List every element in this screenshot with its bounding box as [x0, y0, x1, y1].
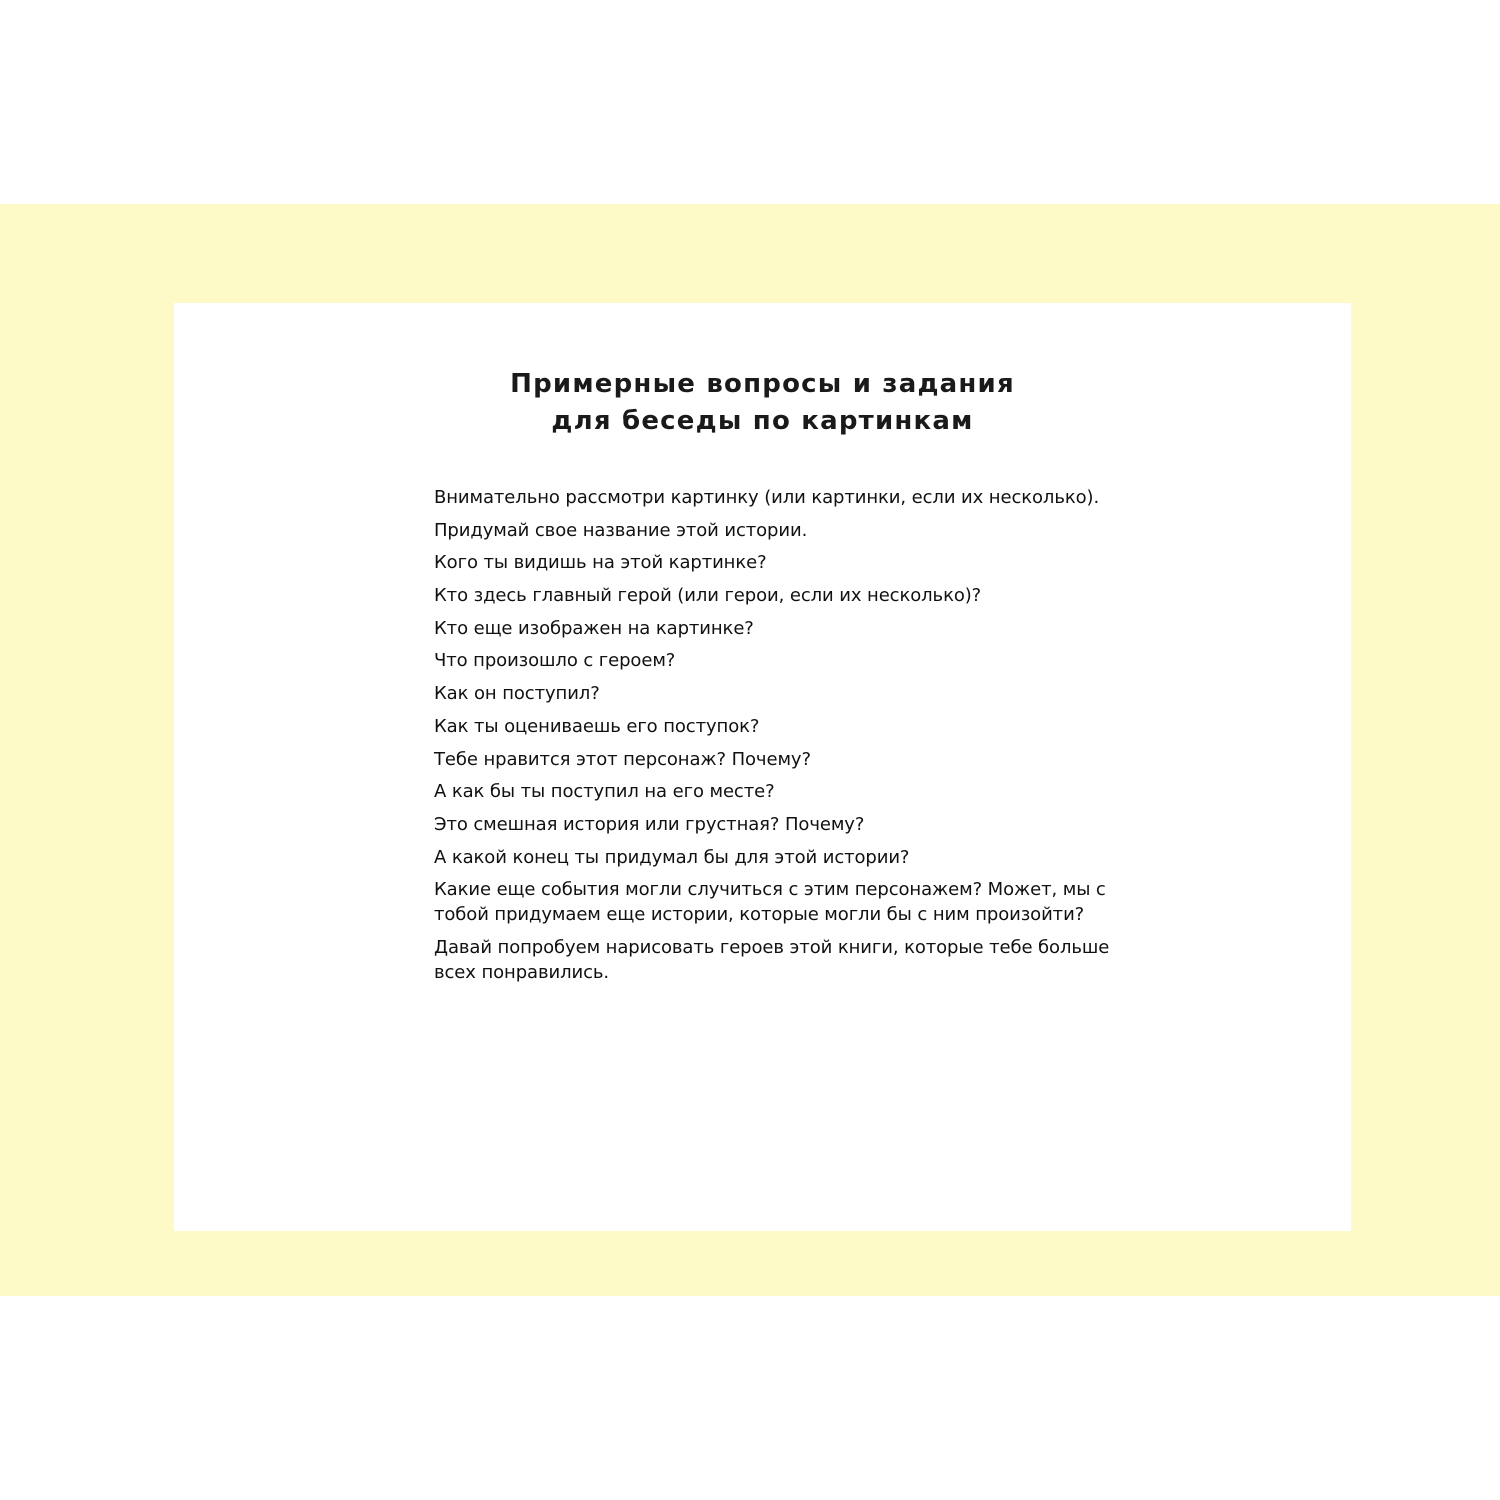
question-list: [434, 485, 1134, 993]
list-item: Как он поступил?: [434, 683, 600, 705]
list-item: Какие еще события могли случиться с этим персонажем? Может, мы с тобой придумаем еще истории, которые могли бы с ним произойти?: [434, 879, 1106, 926]
list-item: Это смешная история или грустная? Почему?: [434, 813, 865, 835]
title-line-1: Примерные вопросы и задания: [510, 369, 1015, 399]
list-item: А какой конец ты придумал бы для этой истории?: [434, 846, 910, 868]
list-item: А как бы ты поступил на его месте?: [434, 781, 775, 803]
list-item: Кто здесь главный герой (или герои, если их несколько)?: [434, 585, 982, 607]
list-item: Как ты оцениваешь его поступок?: [434, 715, 760, 737]
list-item: Давай попробуем нарисовать героев этой книги, которые тебе больше всех понравились.: [434, 936, 1110, 983]
list-item: Тебе нравится этот персонаж? Почему?: [434, 748, 811, 770]
list-item: Что произошло с героем?: [434, 650, 676, 672]
page-title: [174, 366, 1351, 440]
title-line-2: для беседы по картинкам: [551, 406, 974, 436]
list-item: Внимательно рассмотри картинку (или картинки, если их несколько).: [434, 487, 1100, 508]
list-item: Кого ты видишь на этой картинке?: [434, 552, 767, 574]
list-item: Кто еще изображен на картинке?: [434, 617, 754, 639]
content-panel: [174, 303, 1351, 1231]
list-item: Придумай свое название этой истории.: [434, 519, 808, 541]
yellow-background-band: [0, 204, 1500, 1296]
